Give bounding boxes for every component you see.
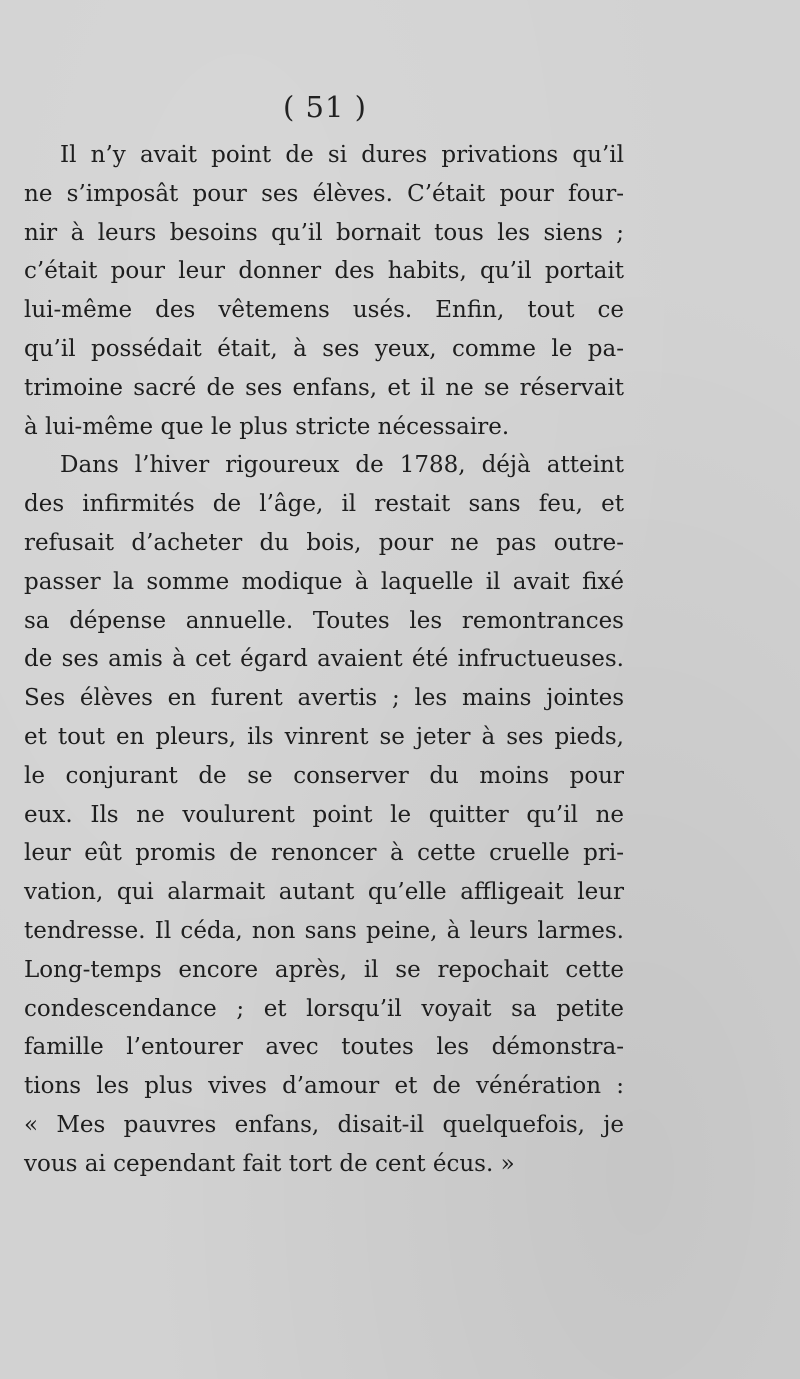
text-line: famille l’entourer avec toutes les démonstra-	[24, 1034, 624, 1061]
text-line: de ses amis à cet égard avaient été infructueuses.	[24, 646, 624, 673]
text-line: Dans l’hiver rigoureux de 1788, déjà atteint	[60, 452, 624, 479]
text-line: nir à leurs besoins qu’il bornait tous les siens ;	[24, 219, 624, 246]
text-line: refusait d’acheter du bois, pour ne pas outre-	[24, 529, 624, 556]
text-line: condescendance ; et lorsqu’il voyait sa petite	[24, 995, 624, 1022]
text-line: Long-temps encore après, il se repochait cette	[24, 956, 624, 983]
text-line: vous ai cependant fait tort de cent écus. »	[24, 1150, 515, 1177]
text-line: le conjurant de se conserver du moins pour	[24, 762, 624, 789]
text-line: eux. Ils ne voulurent point le quitter qu’il ne	[24, 801, 624, 828]
text-line: « Mes pauvres enfans, disait-il quelquefois, je	[24, 1111, 624, 1138]
text-line: des infirmités de l’âge, il restait sans feu, et	[24, 491, 624, 518]
text-line: trimoine sacré de ses enfans, et il ne se réservait	[24, 374, 624, 401]
text-line: lui-même des vêtemens usés. Enfin, tout ce	[24, 297, 624, 324]
text-line: qu’il possédait était, à ses yeux, comme le pa-	[24, 335, 624, 362]
text-line: Ses élèves en furent avertis ; les mains jointes	[24, 685, 624, 712]
paragraph-2	[24, 446, 624, 1183]
text-line: c’était pour leur donner des habits, qu’il portait	[24, 258, 624, 285]
page-number: ( 51 )	[283, 90, 367, 124]
text-line: à lui-même que le plus stricte nécessaire.	[24, 413, 510, 440]
text-line: passer la somme modique à laquelle il avait fixé	[24, 568, 624, 595]
paragraph-1	[24, 136, 624, 446]
text-line: ne s’imposât pour ses élèves. C’était pour four-	[24, 180, 624, 207]
text-line: sa dépense annuelle. Toutes les remontrances	[24, 607, 624, 634]
text-line: tendresse. Il céda, non sans peine, à leurs larmes.	[24, 917, 624, 944]
body-text	[24, 136, 624, 1184]
text-line: Il n’y avait point de si dures privations qu’il	[60, 142, 624, 168]
text-line: et tout en pleurs, ils vinrent se jeter à ses pieds,	[24, 723, 624, 750]
text-line: tions les plus vives d’amour et de vénération :	[24, 1073, 624, 1100]
text-line: vation, qui alarmait autant qu’elle affligeait leur	[24, 879, 624, 906]
text-line: leur eût promis de renoncer à cette cruelle pri-	[24, 840, 624, 867]
